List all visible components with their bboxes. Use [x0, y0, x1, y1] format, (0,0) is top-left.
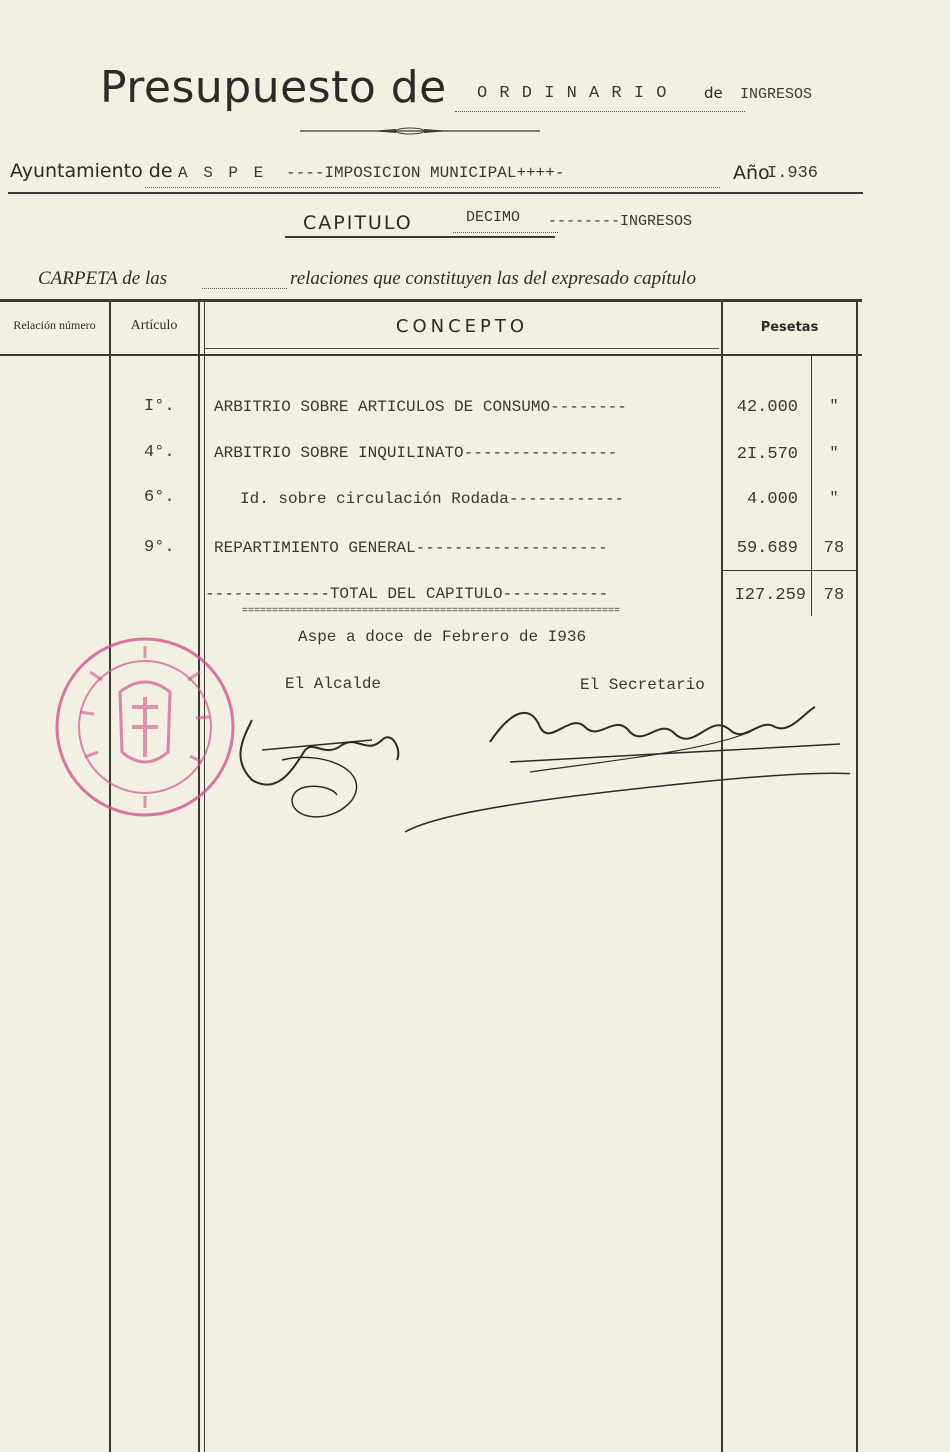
row-articulo: 4°. [144, 443, 175, 462]
alcalde-label: El Alcalde [285, 675, 382, 693]
budget-type-field [455, 84, 745, 112]
total-label: -------------TOTAL DEL CAPITULO----------- [205, 585, 609, 603]
carpeta-field [202, 270, 287, 289]
capitulo-rest: --------INGRESOS [548, 213, 693, 230]
secretario-signature-icon [400, 672, 850, 837]
row-articulo: I°. [144, 397, 175, 416]
imposicion-text: ----IMPOSICION MUNICIPAL++++- [286, 164, 565, 182]
row-pesetas: 42.000 [736, 398, 798, 417]
capitulo-label: CAPITULO [303, 212, 413, 234]
table-top-rule [0, 299, 862, 302]
concepto-header-underline [205, 348, 719, 349]
ornament-divider [300, 126, 540, 136]
table-header-rule [0, 354, 862, 356]
alcalde-signature-icon [222, 700, 422, 830]
budget-type-value: O R D I N A R I O [477, 84, 668, 103]
double-rule: =============================================================== [242, 606, 621, 617]
total-cents: 78 [823, 586, 845, 605]
ayuntamiento-underline [8, 192, 863, 194]
col-divider-concepto [204, 302, 205, 1452]
row-cents: " [829, 445, 839, 462]
row-concepto: Id. sobre circulación Rodada------------ [240, 490, 625, 508]
total-pesetas: I27.259 [734, 586, 806, 605]
header-relacion: Relación número [13, 318, 96, 332]
ayuntamiento-value: A S P E [178, 164, 267, 182]
carpeta-label: CARPETA de las [38, 268, 168, 289]
de-label: de [704, 84, 723, 102]
year-value: I.936 [767, 164, 819, 183]
municipal-stamp-icon [50, 632, 240, 822]
page-title: Presupuesto de [100, 62, 447, 113]
col-divider-relacion [109, 302, 111, 1452]
budget-type-suffix: INGRESOS [740, 86, 813, 103]
ayuntamiento-label: Ayuntamiento de [10, 160, 173, 182]
row-articulo: 9°. [144, 538, 175, 557]
capitulo-underline [285, 236, 555, 238]
row-cents: " [829, 398, 839, 415]
col-divider-pesetas [721, 302, 723, 1452]
row-pesetas: 2I.570 [736, 445, 798, 464]
total-top-rule [722, 570, 856, 571]
row-cents: " [829, 490, 839, 507]
col-divider-articulo [198, 302, 200, 1452]
table-right-edge [856, 302, 858, 1452]
row-pesetas: 59.689 [736, 539, 798, 558]
row-concepto: REPARTIMIENTO GENERAL-------------------- [214, 539, 608, 557]
header-articulo: Artículo [130, 318, 178, 333]
col-divider-cents [811, 356, 812, 616]
place-date: Aspe a doce de Febrero de I936 [298, 628, 587, 646]
row-concepto: ARBITRIO SOBRE INQUILINATO---------------- [214, 444, 618, 462]
row-cents: 78 [823, 539, 845, 558]
carpeta-rest: relaciones que constituyen las del expresado capítulo [290, 268, 696, 289]
row-articulo: 6°. [144, 488, 175, 507]
secretario-label: El Secretario [580, 676, 705, 694]
capitulo-value: DECIMO [466, 209, 521, 226]
header-pesetas: Pesetas [760, 320, 819, 335]
year-label: Año [733, 162, 770, 184]
row-pesetas: 4.000 [746, 490, 798, 509]
header-concepto: CONCEPTO [395, 316, 529, 337]
row-concepto: ARBITRIO SOBRE ARTICULOS DE CONSUMO-------- [214, 398, 627, 416]
